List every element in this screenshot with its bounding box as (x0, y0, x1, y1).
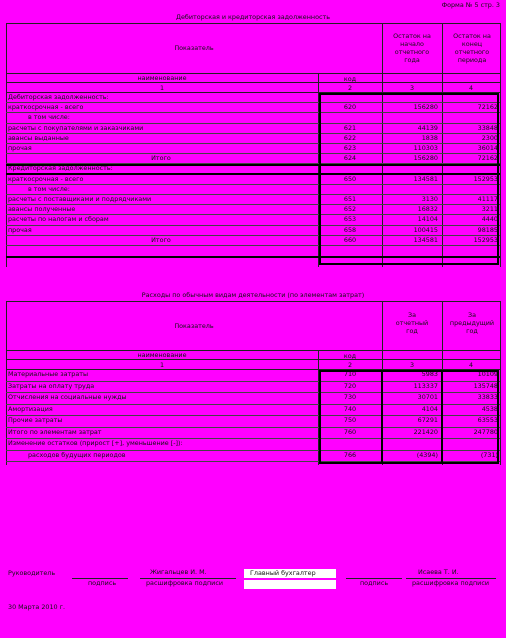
section1-row-value-2: 3211 (481, 205, 498, 214)
section1-title: Дебиторская и кредиторская задолженность (175, 13, 331, 21)
section1-row-value-2: 41117 (477, 195, 498, 203)
section2-subheader-name: наименование (137, 351, 187, 359)
chief-name: Исаева Т. И. (418, 568, 459, 576)
section1-row-value-2: 72162 (477, 103, 498, 112)
section1-row-label: Кредиторская задолженность: (8, 164, 113, 173)
section1-colnum-1: 1 (159, 84, 165, 92)
section2-row-value-1: 221420 (413, 427, 438, 436)
section1-row-value-2: 33848 (477, 123, 498, 132)
section1-row-code: 653 (343, 215, 357, 224)
section1-row-label: Итого (151, 235, 171, 244)
section2-row-label: Итого по элементам затрат (8, 427, 102, 436)
section2-title: Расходы по обычным видам деятельности (по элементам затрат) (141, 291, 365, 299)
section2-row-code: 760 (343, 427, 357, 436)
section1-row-label: расчеты с поставщиками и подрядчиками (8, 195, 152, 203)
section1-row-code: 622 (343, 133, 357, 142)
section1-subheader-code: код (343, 75, 357, 83)
section1-row-value-1: 44139 (417, 123, 438, 132)
section2-row-value-1: 30701 (417, 393, 438, 401)
section1-row-label: Дебиторская задолженность: (8, 93, 109, 101)
head-label: Руководитель (8, 569, 56, 577)
section1-row-value-1: 134581 (413, 174, 438, 183)
section1-row-code: 660 (343, 235, 357, 244)
section1-subheader-name: наименование (137, 74, 187, 82)
section1-header-indicator: Показатель (174, 44, 214, 52)
section1-row-value-2: 4440 (481, 215, 498, 224)
section2-colnum-2: 2 (347, 361, 353, 369)
chief-label: Главный бухгалтер (250, 569, 316, 577)
section2-row-value-2: 4538 (481, 404, 498, 413)
form-number-label: Форма № 5 стр. 3 (441, 1, 500, 9)
section1-row-code: 651 (343, 195, 357, 203)
section2-row-value-2: 135748 (473, 381, 498, 390)
section2-row-label: Материальные затраты (8, 370, 89, 378)
report-date: 30 Марта 2010 г. (8, 603, 66, 611)
section2-subheader-code: код (343, 352, 357, 360)
section2-header-indicator: Показатель (174, 322, 214, 330)
section1-row-label: краткосрочная - всего (8, 174, 84, 183)
section1-row-code: 652 (343, 205, 357, 214)
section1-row-value-1: 3130 (421, 195, 438, 203)
section1-row-label: Итого (151, 154, 171, 163)
section2-row-code: 740 (343, 404, 357, 413)
section1-row-value-1: 14104 (417, 215, 438, 224)
section1-row-code: 650 (343, 174, 357, 183)
section2-row-label: Прочие затраты (8, 416, 63, 424)
section1-row-label: прочая (8, 144, 32, 152)
section2-row-code: 750 (343, 416, 357, 424)
section1-row-value-2: 36014 (477, 144, 498, 152)
section2-row-label: Амортизация (8, 404, 53, 413)
section1-row-value-1: 134581 (413, 235, 438, 244)
section1-row-label: краткосрочная - всего (8, 103, 84, 112)
section1-header-begin: Остаток на начало отчетного года (393, 32, 431, 64)
section1-row-label: прочая (8, 225, 32, 234)
section1-row-value-1: 156280 (413, 103, 438, 112)
section2-row-label: Отчисления на социальные нужды (8, 393, 127, 401)
section2-row-value-2: 33833 (477, 393, 498, 401)
section2-colnum-4: 4 (468, 361, 474, 369)
section1-row-code: 623 (343, 144, 357, 152)
section1-row-label: в том числе: (28, 113, 70, 122)
section1-row-label: в том числе: (28, 184, 70, 193)
section2-row-value-1: 5983 (421, 370, 438, 378)
section1-row-value-1: 156280 (413, 154, 438, 163)
head-sign-caption: подпись (88, 579, 117, 587)
section2-row-value-2: 63553 (477, 416, 498, 424)
section2-header-previous: За предыдущий год (449, 311, 495, 335)
section1-colnum-3: 3 (409, 84, 415, 92)
section1-row-code: 621 (343, 123, 357, 132)
section1-colnum-2: 2 (347, 84, 353, 92)
head-name: Жигальцев И. М. (150, 568, 207, 576)
section1-row-code: 620 (343, 103, 357, 112)
section1-row-value-1: 110303 (413, 144, 438, 152)
section2-row-code: 720 (343, 381, 357, 390)
head-name-caption: расшифровка подписи (146, 579, 223, 587)
section2-row-label: расходов будущих периодов (28, 450, 126, 459)
chief-sign-caption: подпись (360, 579, 389, 587)
section2-colnum-3: 3 (409, 361, 415, 369)
section1-row-value-1: 16832 (417, 205, 438, 214)
section2-row-label: Затраты на оплату труда (8, 381, 95, 390)
section1-row-value-2: 98185 (477, 225, 498, 234)
section1-row-label: авансы выданные (8, 133, 69, 142)
section2-row-code: 766 (343, 450, 357, 459)
section1-row-label: расчеты по налогам и сборам (8, 215, 109, 224)
section1-row-value-2: 152953 (473, 235, 498, 244)
section2-row-value-2: (731) (480, 450, 498, 459)
section1-row-code: 658 (343, 225, 357, 234)
section1-header-end: Остаток на конец отчетного периода (453, 32, 491, 64)
section1-row-value-2: 72162 (477, 154, 498, 163)
section2-row-value-1: (4394) (416, 450, 438, 459)
section1-row-label: расчеты с покупателями и заказчиками (8, 123, 144, 132)
section1-row-value-2: 152953 (473, 174, 498, 183)
section1-row-value-1: 1838 (421, 133, 438, 142)
section1-colnum-4: 4 (468, 84, 474, 92)
section2-row-code: 730 (343, 393, 357, 401)
section2-row-value-1: 67291 (417, 416, 438, 424)
section2-colnum-1: 1 (159, 361, 165, 369)
section2-row-label: Изменение остатков (прирост [+], уменьшение [-]): (8, 439, 183, 447)
section2-row-value-2: 10109 (477, 370, 498, 378)
section2-header-current: За отчетный год (395, 311, 429, 335)
section1-row-value-1: 100415 (413, 225, 438, 234)
section1-row-value-2: 2300 (481, 133, 498, 142)
chief-name-caption: расшифровка подписи (412, 579, 489, 587)
section2-row-value-2: 247780 (473, 427, 498, 436)
section1-row-code: 624 (343, 154, 357, 163)
section1-row-label: авансы полученные (8, 205, 76, 214)
section2-row-value-1: 113337 (413, 381, 438, 390)
section2-row-code: 710 (343, 370, 357, 378)
section2-row-value-1: 4104 (421, 404, 438, 413)
